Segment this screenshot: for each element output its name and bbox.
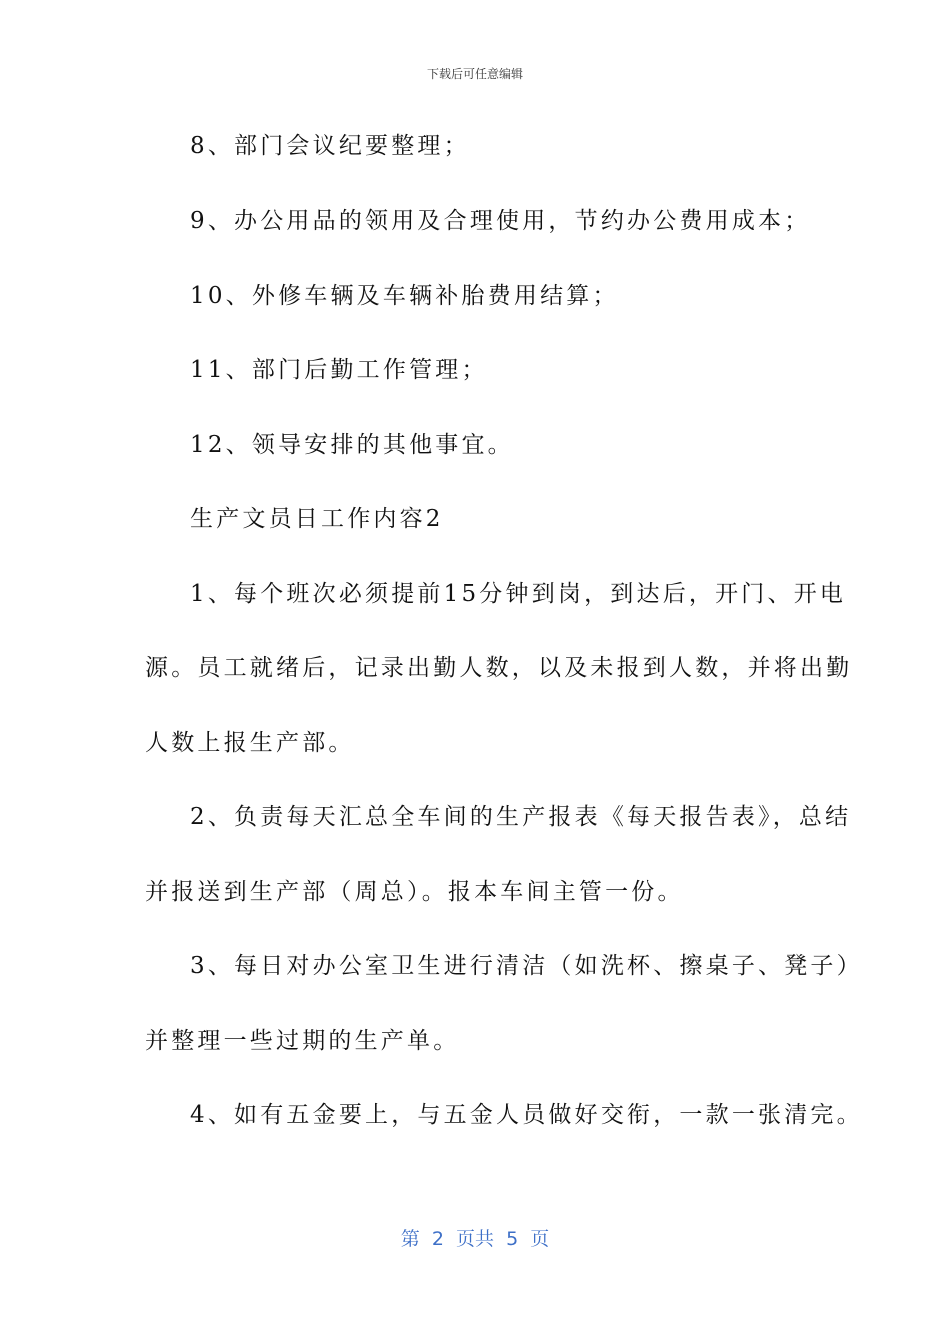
- list-item-12: 12、领导安排的其他事宜。: [190, 432, 514, 458]
- page-number-footer: 第 2 页共 5 页: [400, 1228, 550, 1250]
- list-item-9: 9、办公用品的领用及合理使用，节约办公费用成本；: [190, 208, 811, 234]
- list-item-8: 8、部门会议纪要整理；: [190, 133, 470, 159]
- list-item-10: 10、外修车辆及车辆补胎费用结算；: [190, 283, 619, 309]
- list-item-11: 11、部门后勤工作管理；: [190, 357, 488, 383]
- section-heading: 生产文员日工作内容2: [190, 506, 444, 532]
- paragraph-3-line-1: 3、每日对办公室卫生进行清洁（如洗杯、擦桌子、凳子）: [190, 953, 863, 979]
- paragraph-1-line-1: 1、每个班次必须提前15分钟到岗，到达后，开门、开电: [190, 581, 847, 607]
- page-header: 下载后可任意编辑: [426, 67, 523, 81]
- paragraph-2-line-1: 2、负责每天汇总全车间的生产报表《每天报告表》，总结: [190, 804, 852, 830]
- paragraph-2-line-2: 并报送到生产部（周总）。报本车间主管一份。: [145, 879, 684, 905]
- paragraph-3-line-2: 并整理一些过期的生产单。: [145, 1028, 460, 1054]
- paragraph-4-line-1: 4、如有五金要上，与五金人员做好交衔，一款一张清完。: [190, 1102, 863, 1128]
- paragraph-1-line-2: 源。员工就绪后，记录出勤人数，以及未报到人数，并将出勤: [145, 655, 853, 681]
- paragraph-1-line-3: 人数上报生产部。: [145, 730, 355, 756]
